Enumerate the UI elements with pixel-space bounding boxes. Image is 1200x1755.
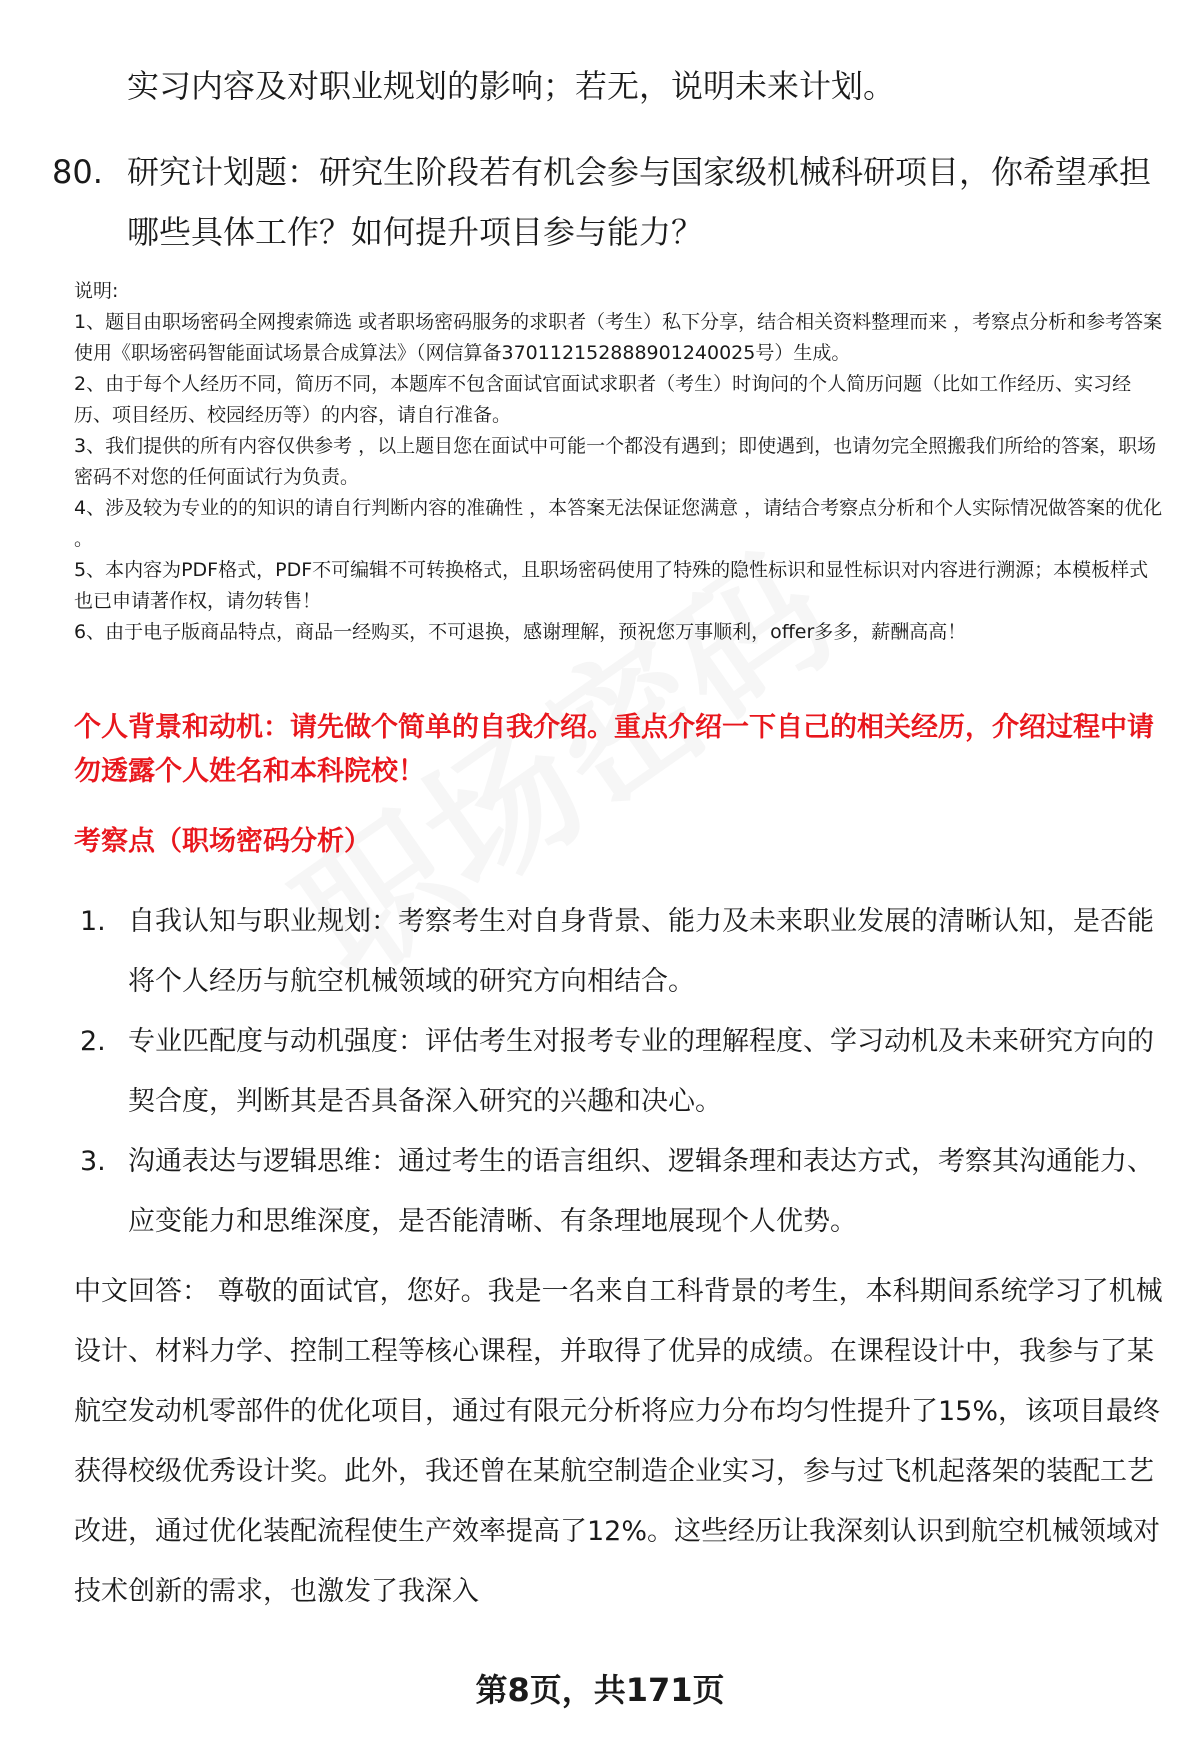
point-text: 自我认知与职业规划：考察考生对自身背景、能力及未来职业发展的清晰认知，是否能将个人经历与航空机械领域的研究方向相结合。 (128, 906, 1154, 997)
point-text: 专业匹配度与动机强度：评估考生对报考专业的理解程度、学习动机及未来研究方向的契合度，判断其是否具备深入研究的兴趣和决心。 (128, 1026, 1154, 1117)
note-item: 6、由于电子版商品特点，商品一经购买，不可退换，感谢理解，预祝您万事顺利，offer多多，薪酬高高！ (74, 621, 967, 643)
point-number: 2. (80, 1026, 106, 1057)
question-number: 80. (52, 153, 103, 191)
point-number: 3. (80, 1146, 106, 1177)
answer-label: 中文回答： (74, 1276, 209, 1307)
note-item: 5、本内容为PDF格式，PDF不可编辑不可转换格式，且职场密码使用了特殊的隐性标识和显性标识对内容进行溯源；本模板样式也已申请著作权，请勿转售！ (74, 559, 1149, 612)
notes-block (74, 276, 1164, 648)
note-item: 1、题目由职场密码全网搜索筛选 或者职场密码服务的求职者（考生）私下分享，结合相关资料整理而来 ，考察点分析和参考答案使用《职场密码智能面试场景合成算法》（网信算备370112152888901240025号）生成。 (74, 311, 1163, 364)
analysis-point (80, 892, 1160, 1012)
previous-question-continuation: 实习内容及对职业规划的影响；若无，说明未来计划。 (127, 67, 896, 105)
notes-title: 说明: (74, 280, 119, 302)
note-item: 2、由于每个人经历不同，简历不同，本题库不包含面试官面试求职者（考生）时询问的个人简历问题（比如工作经历、实习经历、项目经历、校园经历等）的内容，请自行准备。 (74, 373, 1132, 426)
page-footer: 第8页，共171页 (475, 1671, 725, 1709)
answer-text: 尊敬的面试官，您好。我是一名来自工科背景的考生，本科期间系统学习了机械设计、材料力学、控制工程等核心课程，并取得了优异的成绩。在课程设计中，我参与了某航空发动机零部件的优化项目，通过有限元分析将应力分布均匀性提升了15%，该项目最终获得校级优秀设计奖。此外，我还曾在某航空制造企业实习，参与过飞机起落架的装配工艺改进，通过优化装配流程使生产效率提高了12%。这些经历让我深刻认识到航空机械领域对技术创新的需求，也激发了我深入 (74, 1276, 1163, 1607)
note-item: 3、我们提供的所有内容仅供参考 ，以上题目您在面试中可能一个都没有遇到；即使遇到，也请勿完全照搬我们所给的答案，职场密码不对您的任何面试行为负责。 (74, 435, 1157, 488)
analysis-point (80, 1012, 1160, 1132)
question-text: 研究计划题：研究生阶段若有机会参与国家级机械科研项目，你希望承担哪些具体工作？如何提升项目参与能力？ (127, 153, 1152, 251)
section-heading: 个人背景和动机：请先做个简单的自我介绍。重点介绍一下自己的相关经历，介绍过程中请勿透露个人姓名和本科院校！ (74, 712, 1154, 787)
note-item: 4、涉及较为专业的的知识的请自行判断内容的准确性 ，本答案无法保证您满意 ，请结合考察点分析和个人实际情况做答案的优化 。 (74, 497, 1163, 550)
analysis-heading: 考察点（职场密码分析） (74, 826, 371, 857)
answer-block (74, 1262, 1164, 1622)
analysis-point (80, 1132, 1160, 1252)
point-text: 沟通表达与逻辑思维：通过考生的语言组织、逻辑条理和表达方式，考察其沟通能力、应变能力和思维深度，是否能清晰、有条理地展现个人优势。 (128, 1146, 1154, 1237)
question-80 (52, 142, 1162, 262)
analysis-points (80, 892, 1160, 1252)
point-number: 1. (80, 906, 106, 937)
